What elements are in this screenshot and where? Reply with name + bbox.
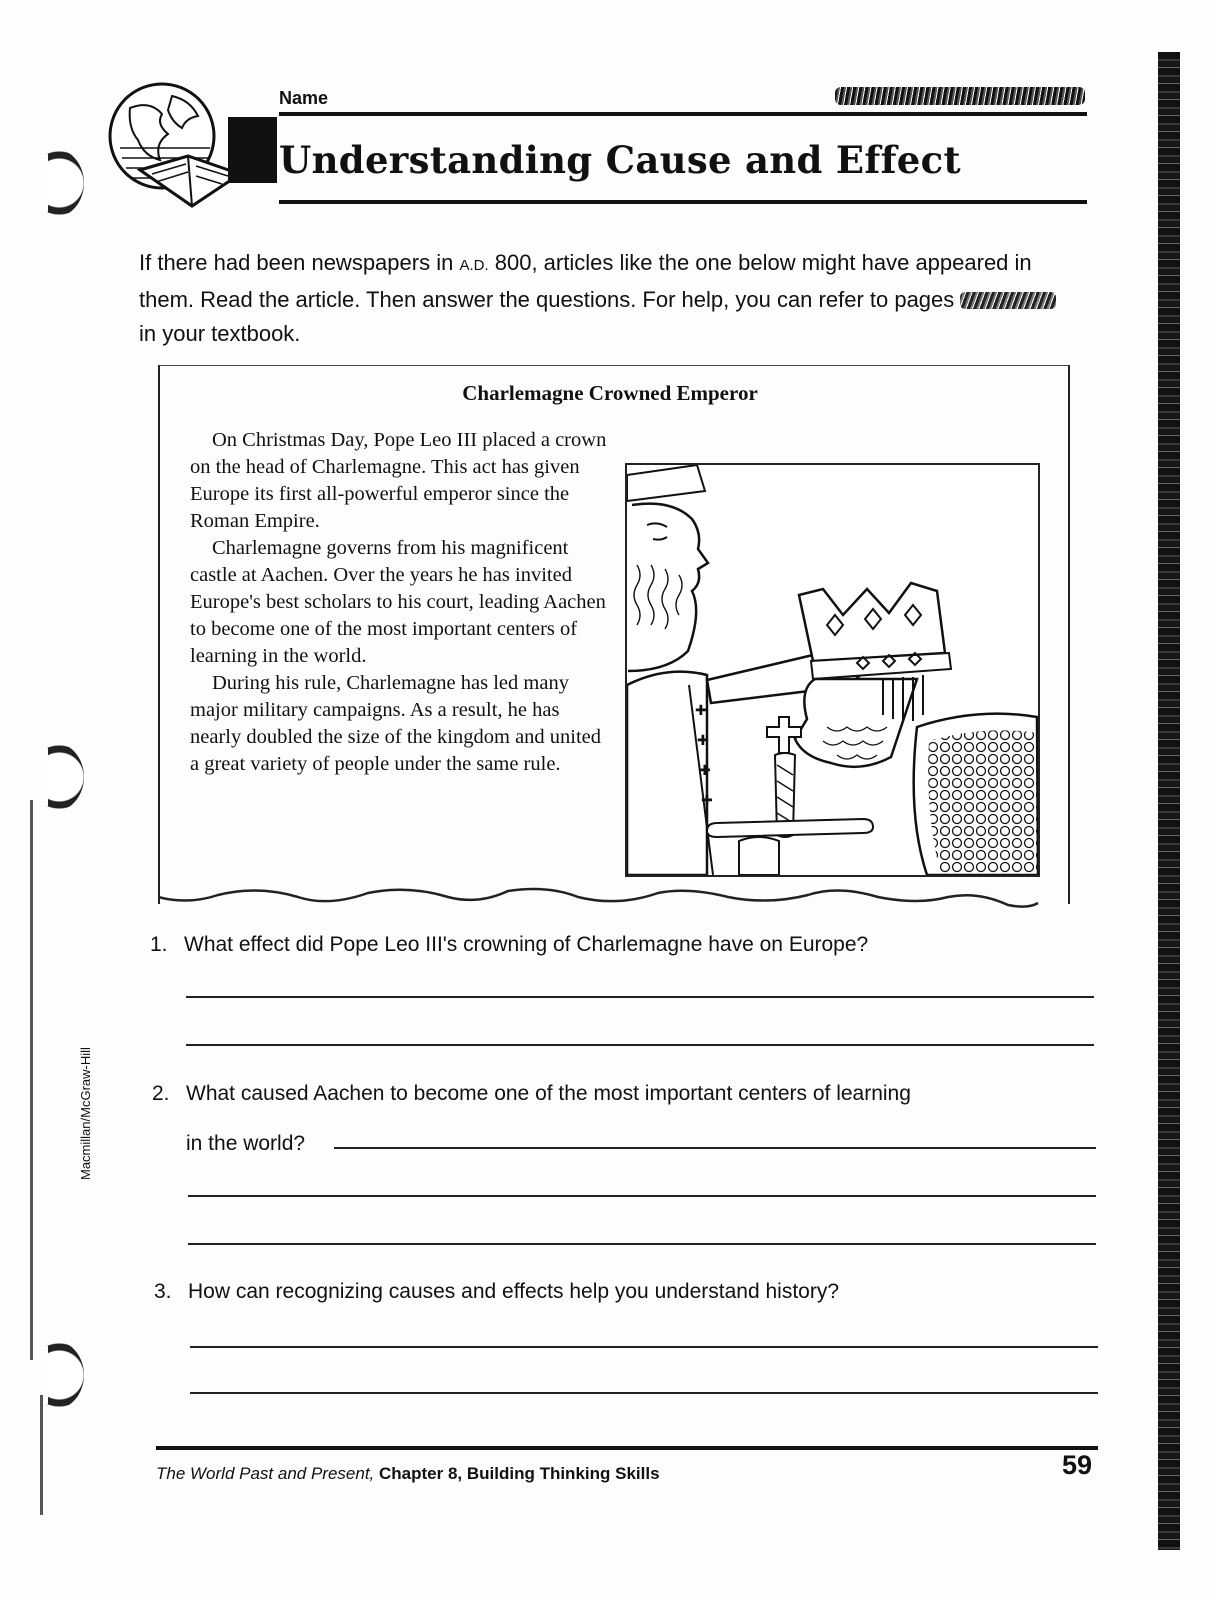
pages-scribble — [960, 292, 1056, 309]
intro-paragraph — [139, 246, 1059, 351]
binder-hole — [22, 148, 84, 218]
answer-line[interactable] — [186, 1044, 1094, 1046]
book-title: The World Past and Present, — [156, 1464, 375, 1483]
title-rule — [279, 200, 1087, 204]
question-text: How can recognizing causes and effects help you understand history? — [188, 1280, 840, 1303]
publisher-credit: Macmillan/McGraw-Hill — [78, 1047, 93, 1180]
question-1 — [150, 933, 1090, 957]
question-text: What effect did Pope Leo III's crowning of Charlemagne have on Europe? — [184, 933, 869, 956]
answer-line[interactable] — [188, 1243, 1096, 1245]
question-2 — [152, 1082, 1092, 1106]
svg-text:✚: ✚ — [697, 733, 709, 749]
scan-edge — [1158, 52, 1180, 1550]
svg-text:✚: ✚ — [699, 763, 711, 779]
answer-line[interactable] — [190, 1346, 1098, 1348]
question-number: 3. — [154, 1280, 172, 1303]
page-title: Understanding Cause and Effect — [279, 138, 961, 182]
intro-text: in your textbook. — [139, 321, 301, 346]
intro-text: If there had been newspapers in — [139, 250, 460, 275]
answer-line[interactable] — [334, 1147, 1096, 1149]
footer-citation — [156, 1464, 660, 1484]
answer-line[interactable] — [190, 1392, 1098, 1394]
question-2-continued: in the world? — [186, 1132, 306, 1155]
torn-edge — [158, 885, 1068, 915]
question-number: 1. — [150, 933, 168, 956]
svg-text:✚: ✚ — [695, 703, 707, 719]
binder-edge — [30, 800, 33, 1360]
intro-text: 800, articles like the one below might have appeared in them. Read the article. Then answer the questions. For help, you can refer to pages — [139, 250, 1032, 312]
name-label: Name — [279, 88, 329, 108]
article-paragraph: Charlemagne governs from his magnificent castle at Aachen. Over the years he has invited Europe's best scholars to his court, leading Aachen to become one of the most important centers of learning in the world. — [190, 537, 606, 667]
article-paragraph: On Christmas Day, Pope Leo III placed a crown on the head of Charlemagne. This act has given Europe its first all-powerful emperor since the Roman Empire. — [190, 429, 607, 532]
page-number: 59 — [1062, 1450, 1093, 1480]
answer-line[interactable] — [186, 996, 1094, 998]
article-paragraph: During his rule, Charlemagne has led many major military campaigns. As a result, he has nearly doubled the size of the kingdom and united a great variety of people under the same rule. — [190, 672, 602, 775]
article-body — [190, 427, 615, 778]
question-text: What caused Aachen to become one of the most important centers of learning — [186, 1082, 911, 1105]
answer-line[interactable] — [188, 1195, 1096, 1197]
question-3 — [154, 1280, 1094, 1304]
chapter-info: Chapter 8, Building Thinking Skills — [374, 1464, 660, 1483]
article-title: Charlemagne Crowned Emperor — [462, 381, 758, 405]
intro-era: A.D. — [459, 257, 489, 274]
header-rule — [279, 112, 1087, 116]
coronation-illustration — [625, 463, 1040, 877]
title-block — [228, 117, 277, 183]
redaction-scribble — [835, 87, 1085, 105]
question-number: 2. — [152, 1082, 170, 1105]
footer-rule — [156, 1446, 1098, 1450]
svg-text:✚: ✚ — [701, 793, 713, 809]
binder-edge — [40, 1395, 43, 1515]
